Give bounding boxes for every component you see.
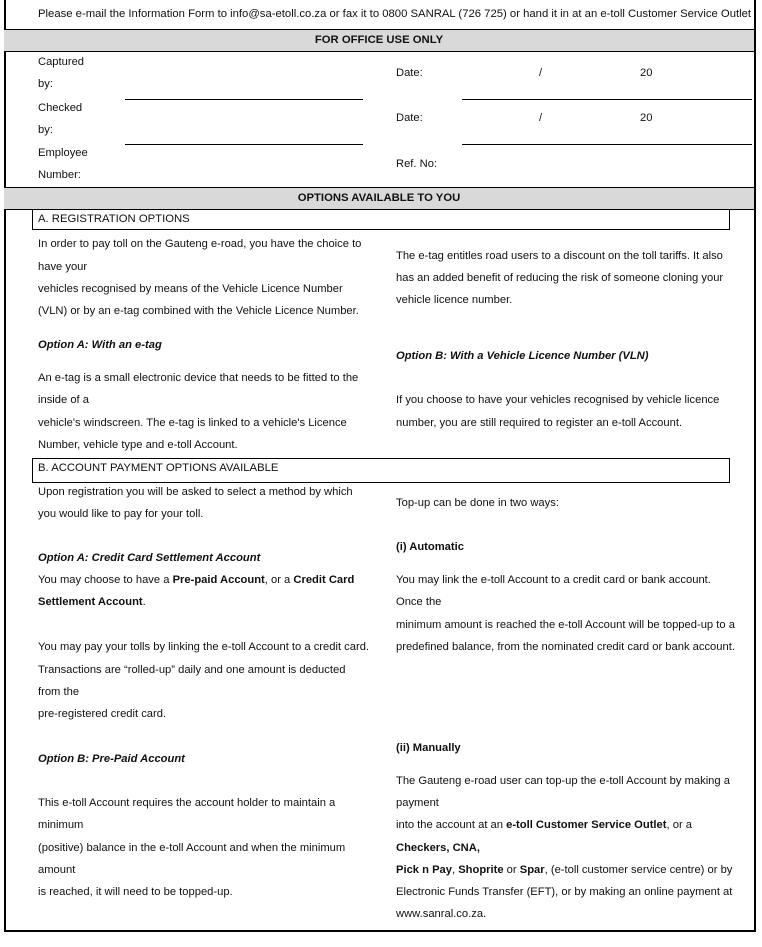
ref-no-label: Ref. No: xyxy=(396,158,438,170)
employee-label-1: Employee xyxy=(38,147,88,159)
date-year-1: 20 xyxy=(640,67,653,79)
captured-label-1: Captured xyxy=(38,56,85,68)
captured-label-2: by: xyxy=(38,78,53,90)
pay-prepaid-4: amount xyxy=(38,864,76,876)
pay-link-2: Transactions are “rolled-up” daily and one amount is deducted xyxy=(38,664,346,676)
date-label-1: Date: xyxy=(396,67,423,79)
pay-choose-text-1: You may choose to have a xyxy=(38,574,173,586)
pay-manual-3 xyxy=(396,814,692,836)
reg-intro-3: vehicles recognised by means of the Vehicle Licence Number xyxy=(38,283,343,295)
pay-manual-5 xyxy=(396,859,732,881)
captured-by-field[interactable] xyxy=(125,99,363,100)
pay-auto-2: Once the xyxy=(396,596,442,608)
date-slash-1: / xyxy=(539,67,543,79)
reg-option-a-1: An e-tag is a small electronic device that needs to be fitted to the xyxy=(38,372,359,384)
pay-automatic-heading: (i) Automatic xyxy=(396,541,464,553)
date-year-2: 20 xyxy=(640,112,653,124)
pay-manual-3a: into the account at an xyxy=(396,819,507,831)
pay-auto-4: predefined balance, from the nominated credit card or bank account. xyxy=(396,641,735,653)
pay-choose-bold-3: Settlement Account xyxy=(38,596,143,608)
checked-label-1: Checked xyxy=(38,102,83,114)
pay-manual-5a: Pick n Pay xyxy=(396,864,452,876)
pay-manual-5f: , (e-toll customer service centre) or by xyxy=(544,864,733,876)
reg-option-a-heading: Option A: With an e-tag xyxy=(38,339,162,351)
pay-manual-5d: or xyxy=(503,864,520,876)
reg-option-b-heading: Option B: With a Vehicle Licence Number (VLN) xyxy=(396,350,649,362)
pay-auto-1: You may link the e-toll Account to a credit card or bank account. xyxy=(396,574,711,586)
reg-option-a-4: Number, vehicle type and e-toll Account. xyxy=(38,439,238,451)
checked-by-field[interactable] xyxy=(125,144,363,145)
pay-manual-3b: e-toll Customer Service Outlet xyxy=(506,819,667,831)
pay-topup: Top-up can be done in two ways: xyxy=(396,497,559,509)
pay-manual-6: Electronic Funds Transfer (EFT), or by making an online payment at xyxy=(396,886,733,898)
pay-intro-2: you would like to pay for your toll. xyxy=(38,508,204,520)
pay-manually-heading: (ii) Manually xyxy=(396,742,461,754)
pay-manual-2: payment xyxy=(396,797,439,809)
employee-label-2: Number: xyxy=(38,169,81,181)
reg-intro-4: (VLN) or by an e-tag combined with the Vehicle Licence Number. xyxy=(38,305,359,317)
checked-label-2: by: xyxy=(38,124,53,136)
registration-heading: A. REGISTRATION OPTIONS xyxy=(32,210,730,230)
pay-choose-text-2: , or a xyxy=(264,574,294,586)
pay-link-3: from the xyxy=(38,686,80,698)
pay-prepaid-3: (positive) balance in the e-toll Account and when the minimum xyxy=(38,842,346,854)
date-slash-2: / xyxy=(539,112,543,124)
pay-prepaid-1: This e-toll Account requires the account holder to maintain a xyxy=(38,797,336,809)
options-header: OPTIONS AVAILABLE TO YOU xyxy=(4,187,754,210)
pay-manual-3c: , or a xyxy=(666,819,692,831)
date-label-2: Date: xyxy=(396,112,423,124)
reg-right-3: vehicle licence number. xyxy=(396,294,513,306)
pay-manual-7: www.sanral.co.za. xyxy=(396,908,487,920)
reg-intro-1: In order to pay toll on the Gauteng e-road, you have the choice to xyxy=(38,238,362,250)
pay-prepaid-5: is reached, it will need to be topped-up. xyxy=(38,886,233,898)
pay-choose-line-2 xyxy=(38,591,146,613)
pay-manual-4: Checkers, CNA, xyxy=(396,842,480,854)
reg-option-b-1: If you choose to have your vehicles recognised by vehicle licence xyxy=(396,394,720,406)
reg-right-2: has an added benefit of reducing the risk of someone cloning your xyxy=(396,272,724,284)
pay-link-4: pre-registered credit card. xyxy=(38,708,167,720)
reg-right-1: The e-tag entitles road users to a discount on the toll tariffs. It also xyxy=(396,250,723,262)
pay-prepaid-2: minimum xyxy=(38,819,84,831)
pay-choose-bold-2: Credit Card xyxy=(293,574,355,586)
checked-date-field[interactable] xyxy=(462,144,752,145)
captured-date-field[interactable] xyxy=(462,99,752,100)
pay-choose-text-3: . xyxy=(142,596,146,608)
pay-option-a-heading: Option A: Credit Card Settlement Account xyxy=(38,552,261,564)
pay-option-b-heading: Option B: Pre-Paid Account xyxy=(38,753,185,765)
payment-heading: B. ACCOUNT PAYMENT OPTIONS AVAILABLE xyxy=(32,458,730,483)
pay-auto-3: minimum amount is reached the e-toll Account will be topped-up to a xyxy=(396,619,735,631)
reg-option-a-2: inside of a xyxy=(38,394,89,406)
pay-choose-line xyxy=(38,569,354,591)
office-use-header: FOR OFFICE USE ONLY xyxy=(4,29,754,52)
pay-manual-1: The Gauteng e-road user can top-up the e-toll Account by making a xyxy=(396,775,730,787)
pay-manual-5e: Spar xyxy=(519,864,545,876)
intro-text: Please e-mail the Information Form to info@sa-etoll.co.za or fax it to 0800 SANRAL (726 725) or hand it in at an e-toll Customer Service Outlet xyxy=(38,8,752,20)
reg-option-a-3: vehicle's windscreen. The e-tag is linked to a vehicle's Licence xyxy=(38,417,347,429)
pay-manual-5c: Shoprite xyxy=(458,864,504,876)
reg-option-b-2: number, you are still required to register an e-toll Account. xyxy=(396,417,683,429)
reg-intro-2: have your xyxy=(38,261,88,273)
pay-choose-bold-1: Pre-paid Account xyxy=(172,574,265,586)
pay-manual-5b: , xyxy=(451,864,459,876)
pay-intro-1: Upon registration you will be asked to select a method by which xyxy=(38,486,353,498)
pay-link-1: You may pay your tolls by linking the e-toll Account to a credit card. xyxy=(38,641,370,653)
